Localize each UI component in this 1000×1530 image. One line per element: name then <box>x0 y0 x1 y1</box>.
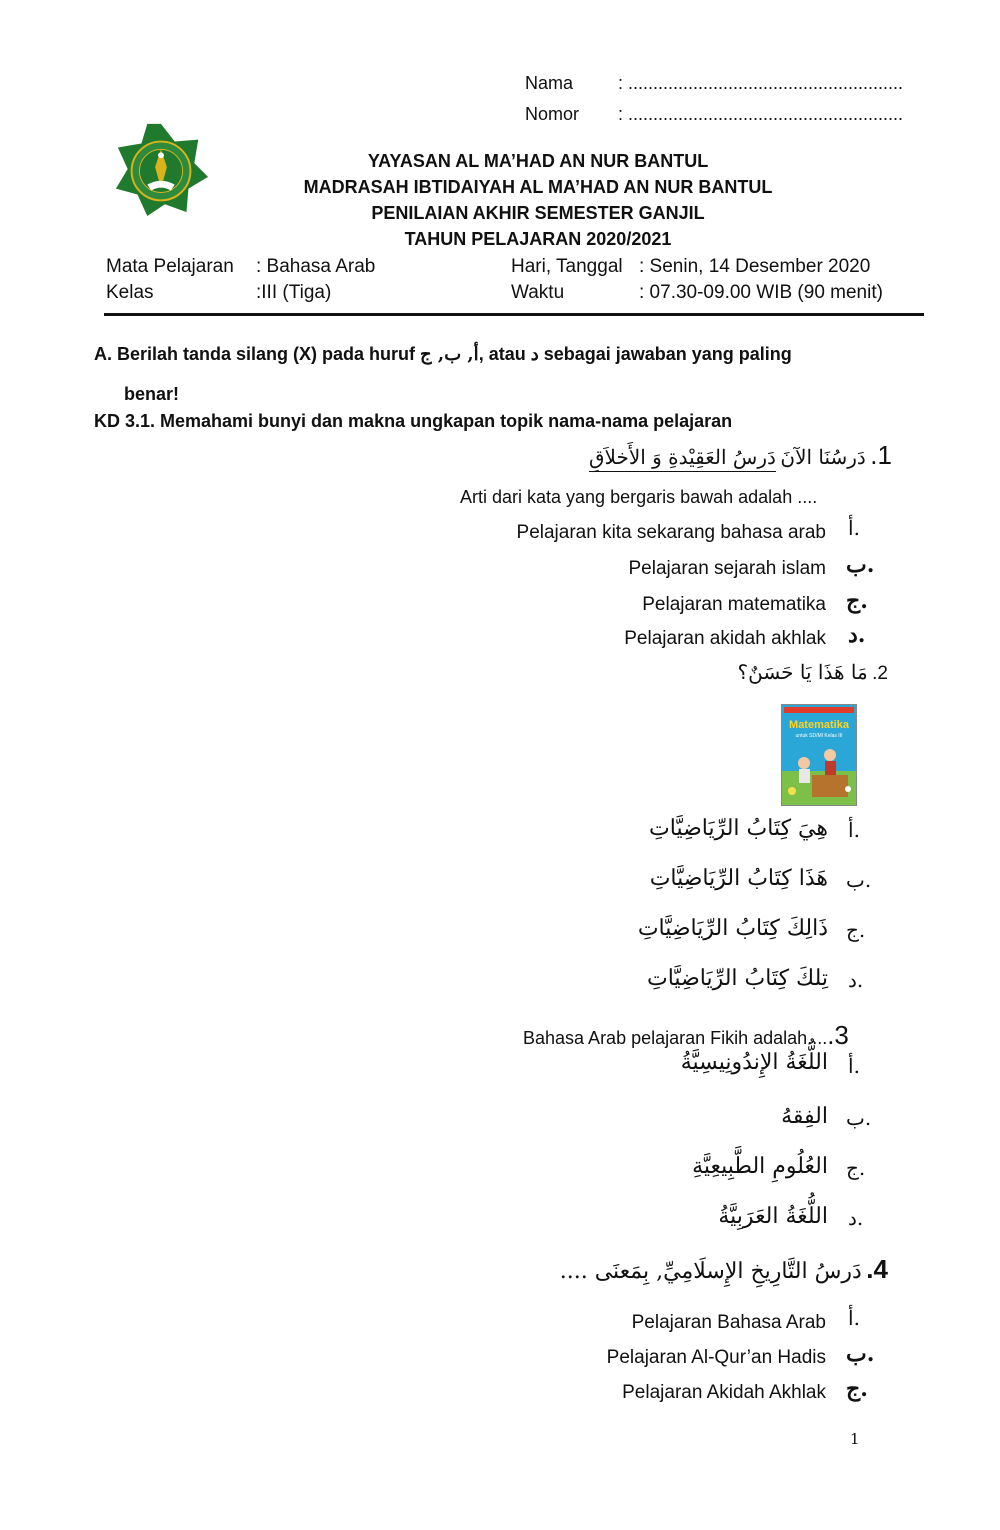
page-number: 1 <box>850 1430 860 1448</box>
name-field[interactable]: : ....................................................... <box>618 73 904 93</box>
q3-option-d-letter: د. <box>848 1206 864 1230</box>
choice-letter-d: د <box>530 344 539 365</box>
q4-option-b-text[interactable]: Pelajaran Al-Qur’an Hadis <box>606 1347 826 1368</box>
book-subtitle: untuk SD/MI Kelas III <box>795 733 843 739</box>
question-1-number: 1. <box>870 440 892 470</box>
q3-option-b-text[interactable]: الفِقهُ <box>781 1104 828 1129</box>
question-1-prompt: Arti dari kata yang bergaris bawah adalah .... <box>460 487 818 507</box>
question-1-underlined: دَرسُ العَقِيْدةِ وَ الأَخلاَقِ <box>589 445 776 472</box>
instruction-text-2: , atau <box>478 344 531 364</box>
question-2 <box>738 660 889 685</box>
question-4 <box>560 1254 888 1285</box>
time-value: : 07.30-09.00 WIB (90 menit) <box>639 282 883 303</box>
q3-option-a-text[interactable]: اللُّغَةُ الإِندُونِيسِيَّةُ <box>680 1050 828 1075</box>
subject-label: Mata Pelajaran <box>106 256 234 277</box>
math-book-image <box>781 704 857 806</box>
q2-option-b-letter: ب. <box>846 868 872 892</box>
question-2-number: 2. <box>872 663 888 684</box>
q3-option-c-letter: ج. <box>846 1156 866 1180</box>
q3-option-d-text[interactable]: اللُّغَةُ العَرَبِيَّةُ <box>718 1204 828 1229</box>
q1-option-c-letter: ج. <box>846 588 868 614</box>
header-divider <box>104 313 924 316</box>
question-3-number: .3 <box>827 1020 849 1050</box>
q3-option-b-letter: ب. <box>846 1106 872 1130</box>
q2-option-a-letter: أ. <box>848 818 860 842</box>
q4-option-c-letter: ج. <box>846 1376 868 1402</box>
book-title: Matematika <box>789 719 849 731</box>
kd-heading: KD 3.1. Memahami bunyi dan makna ungkapan topik nama-nama pelajaran <box>94 411 733 431</box>
q2-option-d-letter: د. <box>848 968 864 992</box>
header-line-3: PENILAIAN AKHIR SEMESTER GANJIL <box>371 203 705 223</box>
q3-option-c-text[interactable]: العُلُومِ الطَّبِيعِيَّةِ <box>692 1154 828 1179</box>
date-value: : Senin, 14 Desember 2020 <box>639 256 871 277</box>
instruction-text-3: sebagai jawaban yang paling <box>538 344 792 364</box>
header-line-2: MADRASAH IBTIDAIYAH AL MA’HAD AN NUR BANTUL <box>303 177 773 197</box>
question-1-prefix: دَرسُنَا الآنَ <box>780 445 866 469</box>
header-line-4: TAHUN PELAJARAN 2020/2021 <box>404 229 672 249</box>
q1-option-b-letter: ب. <box>846 552 875 578</box>
q3-option-a-letter: أ. <box>848 1054 860 1078</box>
q4-option-c-text[interactable]: Pelajaran Akidah Akhlak <box>622 1382 826 1403</box>
class-value: :III (Tiga) <box>256 282 332 303</box>
q2-option-d-text[interactable]: تِلكَ كِتَابُ الرِّيَاضِيَّاتِ <box>647 966 828 991</box>
choice-letters-abc: أ, ب, ج <box>420 344 479 365</box>
number-field[interactable]: : ....................................................... <box>618 104 904 124</box>
q1-option-a-letter: أ. <box>848 516 860 540</box>
question-3-text: Bahasa Arab pelajaran Fikih adalah.... <box>523 1028 828 1048</box>
header-line-1: YAYASAN AL MA’HAD AN NUR BANTUL <box>367 151 709 171</box>
q1-option-d-text[interactable]: Pelajaran akidah akhlak <box>624 628 826 649</box>
question-3 <box>523 1020 849 1051</box>
q2-option-c-letter: ج. <box>846 918 866 942</box>
time-label: Waktu <box>511 282 565 303</box>
q1-option-b-text[interactable]: Pelajaran sejarah islam <box>628 558 826 579</box>
q2-option-c-text[interactable]: ذَالِكَ كِتَابُ الرِّيَاضِيَّاتِ <box>637 916 828 941</box>
q4-option-b-letter: ب. <box>846 1341 875 1367</box>
question-4-text: دَرسُ التَّارِيخِ الإِسلَامِيِّ, بِمَعنَى .... <box>559 1259 862 1284</box>
q4-option-a-text[interactable]: Pelajaran Bahasa Arab <box>631 1312 826 1333</box>
instruction-text-1: A. Berilah tanda silang (X) pada huruf <box>94 344 421 364</box>
q2-option-b-text[interactable]: هَذَا كِتَابُ الرِّيَاضِيَّاتِ <box>649 866 828 891</box>
instruction-line-2: benar! <box>124 384 180 404</box>
name-label: Nama <box>525 73 574 93</box>
date-label: Hari, Tanggal <box>511 256 623 277</box>
number-label: Nomor <box>525 104 580 124</box>
subject-value: : Bahasa Arab <box>256 256 376 277</box>
q1-option-c-text[interactable]: Pelajaran matematika <box>642 594 826 615</box>
section-a-instruction <box>94 344 792 365</box>
q1-option-a-text[interactable]: Pelajaran kita sekarang bahasa arab <box>516 522 826 543</box>
question-2-text: مَا هَذَا يَا حَسَنٌ؟ <box>737 660 868 684</box>
q4-option-a-letter: أ. <box>848 1306 860 1330</box>
class-label: Kelas <box>106 282 154 303</box>
question-4-number: 4. <box>866 1254 888 1284</box>
q2-option-a-text[interactable]: هِيَ كِتَابُ الرِّيَاضِيَّاتِ <box>649 816 828 841</box>
q1-option-d-letter: د. <box>848 622 866 648</box>
question-1 <box>589 440 892 471</box>
